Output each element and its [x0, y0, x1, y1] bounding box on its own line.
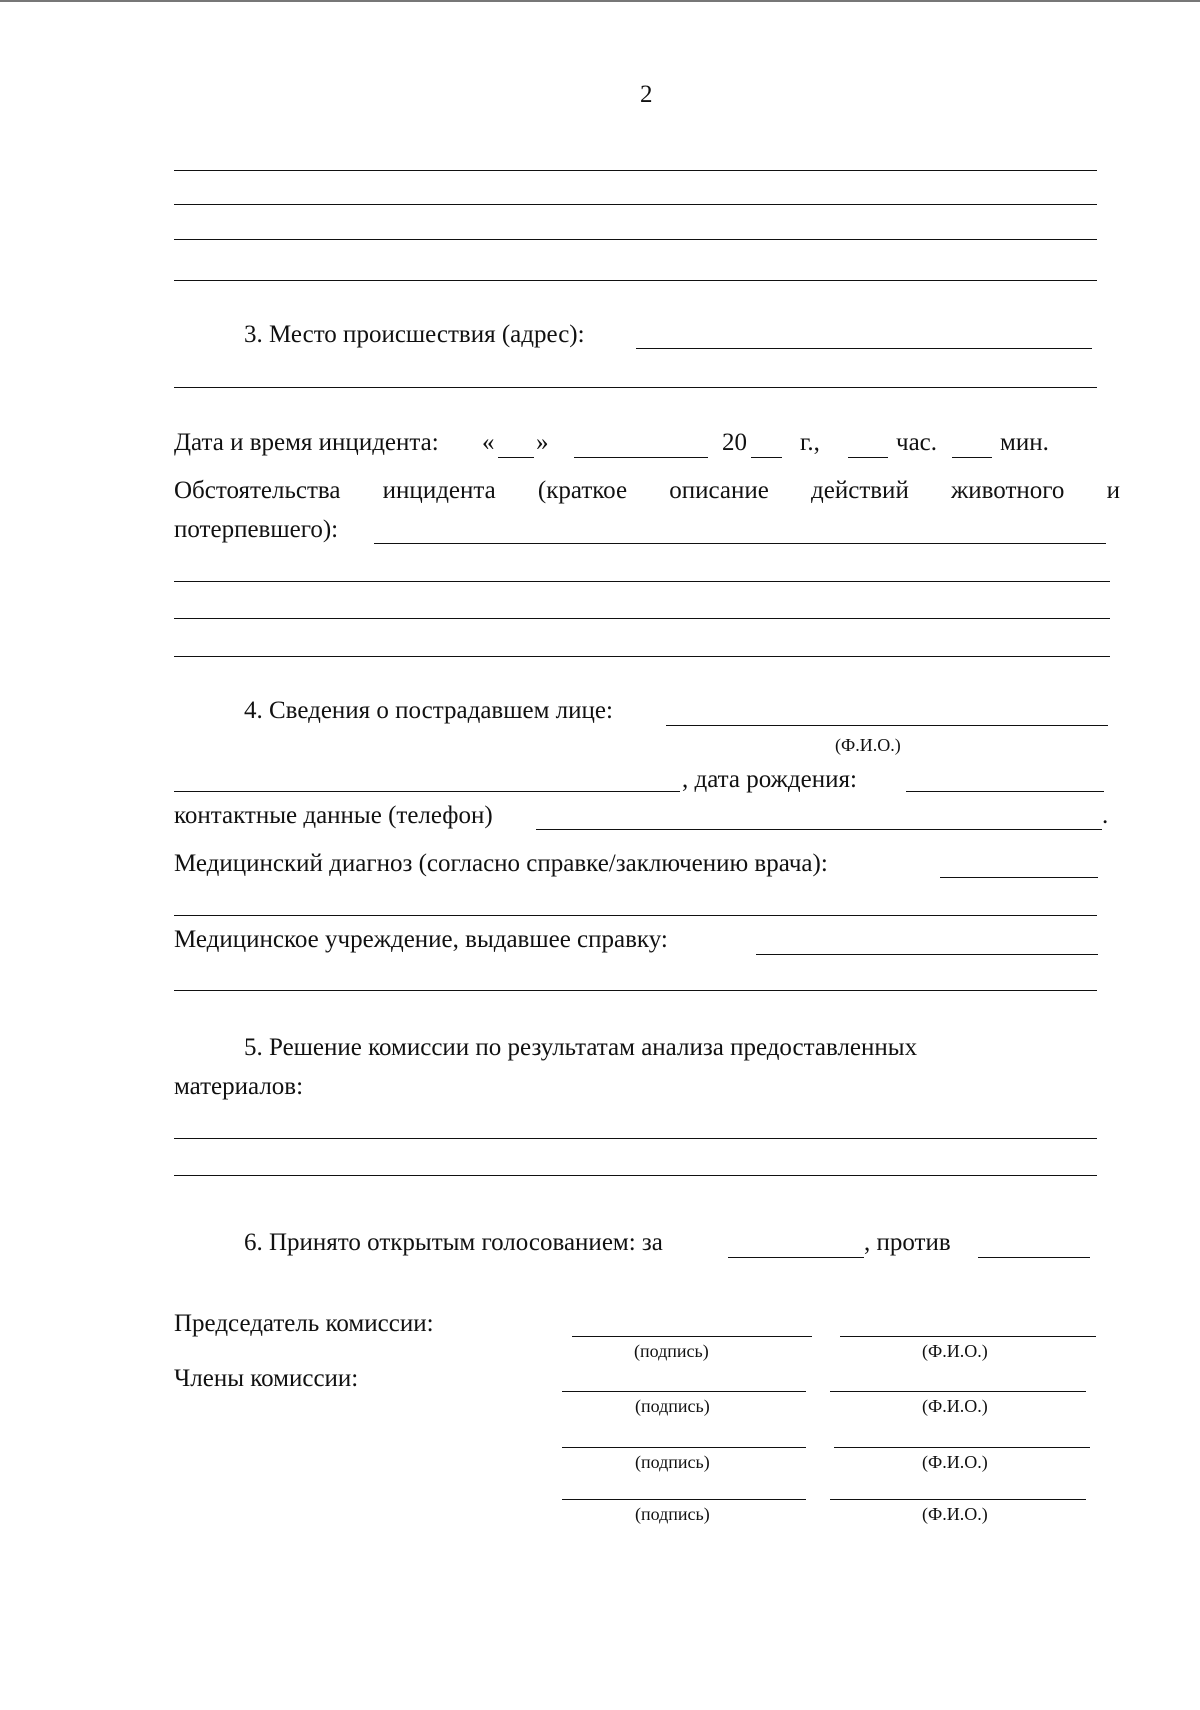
blank-line [174, 170, 1097, 171]
blank-line [174, 239, 1097, 240]
member-fio-field[interactable] [830, 1391, 1086, 1392]
quote-open: « [482, 429, 495, 456]
diagnosis-field[interactable] [940, 877, 1098, 878]
member-signature-field[interactable] [562, 1499, 806, 1500]
place-label: 3. Место происшествия (адрес): [244, 321, 585, 348]
victim-name-field[interactable] [666, 725, 1108, 726]
hours-label: час. [896, 429, 938, 456]
blank-line [174, 280, 1097, 281]
circumstances-label-end: потерпевшего): [174, 516, 339, 543]
chairman-signature-field[interactable] [572, 1336, 812, 1337]
signature-caption: (подпись) [635, 1452, 710, 1472]
institution-label: Медицинское учреждение, выдавшее справку: [174, 926, 668, 953]
chairman-label: Председатель комиссии: [174, 1310, 434, 1337]
member-fio-field[interactable] [834, 1447, 1090, 1448]
signature-caption: (подпись) [634, 1341, 709, 1361]
vote-for-label: 6. Принято открытым голосованием: за [244, 1229, 663, 1256]
page-number: 2 [640, 81, 653, 108]
decision-label: 5. Решение комиссии по результатам анализа предоставленных [244, 1034, 918, 1061]
member-fio-field[interactable] [830, 1499, 1086, 1500]
vote-for-field[interactable] [728, 1257, 864, 1258]
birth-date-field[interactable] [906, 791, 1104, 792]
diagnosis-field-continuation[interactable] [174, 915, 1097, 916]
birth-date-label: , дата рождения: [682, 766, 857, 793]
hours-field[interactable] [848, 457, 888, 458]
circumstances-field[interactable] [374, 543, 1106, 544]
year-field[interactable] [751, 457, 782, 458]
month-field[interactable] [574, 457, 708, 458]
quote-close: » [536, 429, 549, 456]
decision-label-end: материалов: [174, 1073, 304, 1100]
scan-top-edge [0, 0, 1200, 2]
minutes-label: мин. [1000, 429, 1049, 456]
year-suffix: г., [800, 429, 820, 456]
place-field[interactable] [636, 348, 1092, 349]
institution-field[interactable] [756, 954, 1098, 955]
chairman-fio-field[interactable] [840, 1336, 1096, 1337]
circumstances-field[interactable] [174, 618, 1110, 619]
incident-date-label: Дата и время инцидента: [174, 429, 439, 456]
contacts-end: . [1102, 802, 1109, 829]
institution-field-continuation[interactable] [174, 990, 1097, 991]
decision-field[interactable] [174, 1175, 1097, 1176]
circumstances-field[interactable] [174, 581, 1110, 582]
contacts-field[interactable] [536, 829, 1102, 830]
signature-caption: (подпись) [635, 1504, 710, 1524]
fio-caption: (Ф.И.О.) [922, 1504, 988, 1524]
blank-line [174, 204, 1097, 205]
decision-field[interactable] [174, 1138, 1097, 1139]
fio-caption: (Ф.И.О.) [922, 1396, 988, 1416]
victim-fio-caption: (Ф.И.О.) [835, 735, 901, 755]
minutes-field[interactable] [952, 457, 992, 458]
circumstances-label: Обстоятельства инцидента (краткое описание действий животного и [174, 477, 1120, 504]
member-signature-field[interactable] [562, 1391, 806, 1392]
diagnosis-label: Медицинский диагноз (согласно справке/заключению врача): [174, 850, 828, 877]
victim-name-field-continuation[interactable] [174, 791, 680, 792]
year-prefix: 20 [722, 429, 747, 456]
vote-against-field[interactable] [978, 1257, 1090, 1258]
signature-caption: (подпись) [635, 1396, 710, 1416]
vote-against-label: , против [864, 1229, 951, 1256]
members-label: Члены комиссии: [174, 1365, 359, 1392]
contacts-label: контактные данные (телефон) [174, 802, 493, 829]
fio-caption: (Ф.И.О.) [922, 1341, 988, 1361]
member-signature-field[interactable] [562, 1447, 806, 1448]
circumstances-field[interactable] [174, 656, 1110, 657]
fio-caption: (Ф.И.О.) [922, 1452, 988, 1472]
place-field-continuation[interactable] [174, 387, 1097, 388]
day-field[interactable] [498, 457, 534, 458]
victim-label: 4. Сведения о пострадавшем лице: [244, 697, 613, 724]
